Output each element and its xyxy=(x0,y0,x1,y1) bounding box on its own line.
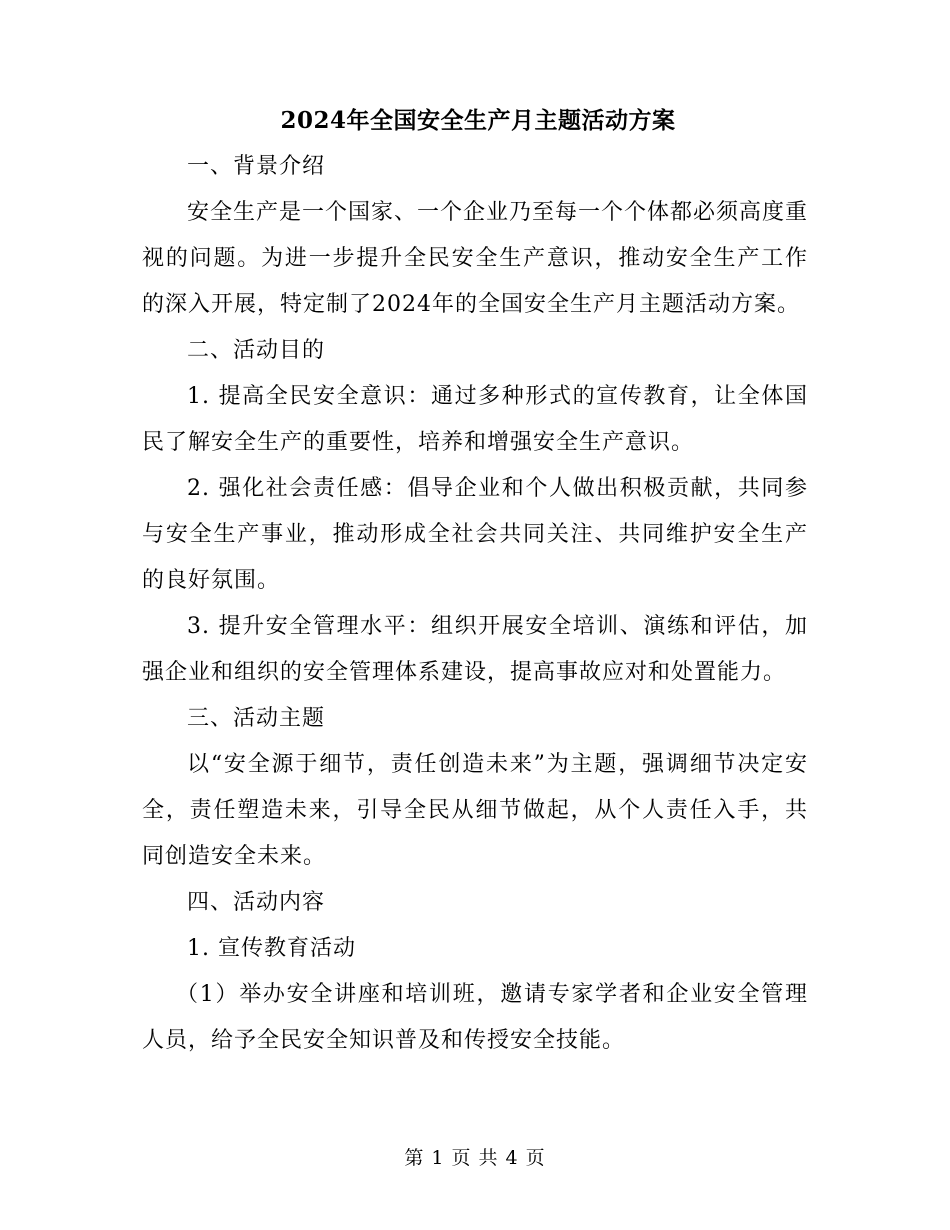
paragraph-purpose-1: 1. 提高全民安全意识：通过多种形式的宣传教育，让全体国民了解安全生产的重要性，培养和增强安全生产意识。 xyxy=(142,384,808,455)
paragraph-lectures: （1）举办安全讲座和培训班，邀请专家学者和企业安全管理人员，给予全民安全知识普及和传授安全技能。 xyxy=(142,982,808,1053)
paragraph-background: 安全生产是一个国家、一个企业乃至每一个个体都必须高度重视的问题。为进一步提升全民安全生产意识，推动安全生产工作的深入开展，特定制了2024年的全国安全生产月主题活动方案。 xyxy=(142,200,809,317)
paragraph-purpose-3: 3. 提升安全管理水平：组织开展安全培训、演练和评估，加强企业和组织的安全管理体系建设，提高事故应对和处置能力。 xyxy=(142,614,808,685)
subheading-publicity: 1. 宣传教育活动 xyxy=(187,936,356,961)
page-footer: 第 1 页 共 4 页 xyxy=(404,1147,546,1169)
section-heading-purpose: 二、活动目的 xyxy=(187,338,326,363)
section-heading-background: 一、背景介绍 xyxy=(187,154,326,179)
section-heading-content: 四、活动内容 xyxy=(187,890,326,915)
section-heading-theme: 三、活动主题 xyxy=(187,706,326,731)
paragraph-theme: 以“安全源于细节，责任创造未来”为主题，强调细节决定安全，责任塑造未来，引导全民从细节做起，从个人责任入手，共同创造安全未来。 xyxy=(142,752,808,869)
document-body xyxy=(142,98,808,1064)
paragraph-purpose-2: 2. 强化社会责任感：倡导企业和个人做出积极贡献，共同参与安全生产事业，推动形成全社会共同关注、共同维护安全生产的良好氛围。 xyxy=(142,476,808,593)
document-title: 2024年全国安全生产月主题活动方案 xyxy=(280,107,676,134)
